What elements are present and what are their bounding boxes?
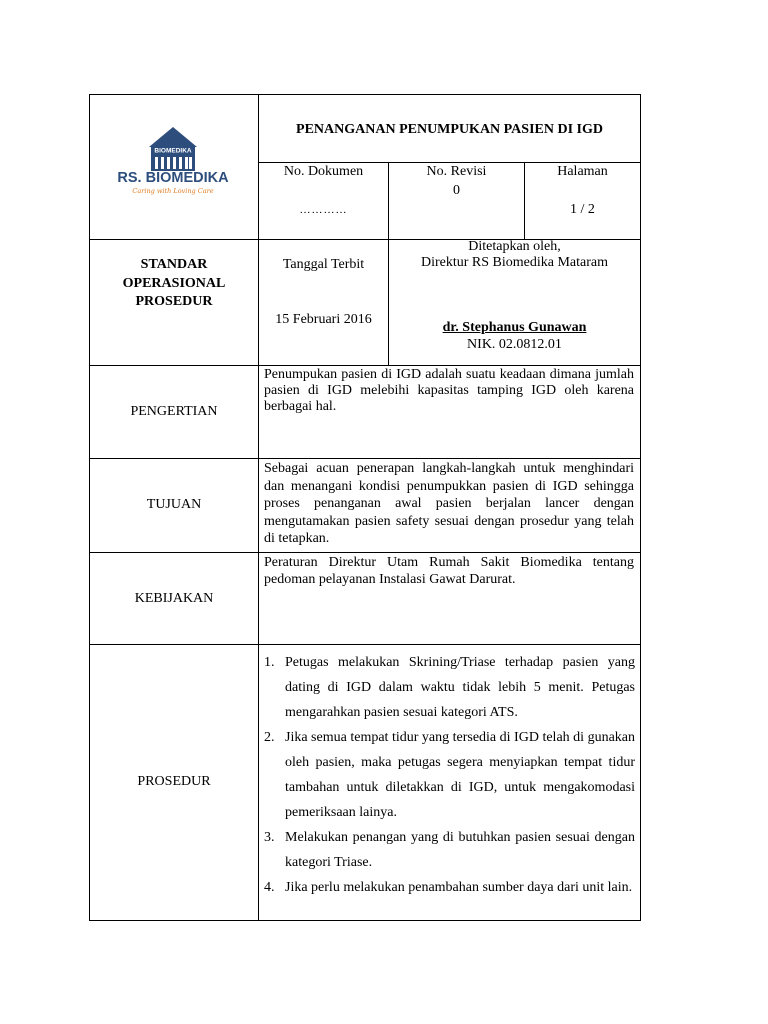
prosedur-item <box>259 650 635 725</box>
prosedur-item-number: 2. <box>264 730 275 745</box>
prosedur-item-number: 3. <box>264 830 275 845</box>
prosedur-item-number: 4. <box>264 880 275 895</box>
logo-sign-text: BIOMEDIKA <box>154 147 192 155</box>
prosedur-item <box>259 875 635 900</box>
prosedur-list <box>259 650 635 900</box>
prosedur-item-text: Jika perlu melakukan penambahan sumber daya dari unit lain. <box>285 880 633 895</box>
hospital-logo <box>117 127 229 201</box>
logo-name: RS. BIOMEDIKA <box>117 170 229 186</box>
halaman-label: Halaman <box>557 164 608 179</box>
sop-label-line3: PROSEDUR <box>135 294 213 309</box>
prosedur-item-text: Melakukan penangan yang di butuhkan pasien sesuai dengan kategori Triase. <box>285 830 635 870</box>
prosedur-item-text: Jika semua tempat tidur yang tersedia di IGD telah di gunakan oleh pasien, maka petugas segera menyiapkan tempat tidur tambahan untuk diletakkan di IGD, untuk mengakomodasi pemeriksaan lainya. <box>285 730 635 820</box>
tujuan-text: Sebagai acuan penerapan langkah-langkah untuk menghindari dan menangani kondisi penumpukkan pasien di IGD sehingga proses penanganan awal pasien berjalan lancer dengan mengutamakan pasien safety sesuai dengan prosedur yang telah di tetapkan. <box>264 461 634 546</box>
signer-name: dr. Stephanus Gunawan <box>442 320 587 335</box>
sop-document <box>89 94 641 921</box>
signer-nik: NIK. 02.0812.01 <box>467 337 562 352</box>
no-dokumen-label: No. Dokumen <box>283 164 364 179</box>
prosedur-label: PROSEDUR <box>137 774 211 789</box>
pengertian-text: Penumpukan pasien di IGD adalah suatu keadaan dimana jumlah pasien di IGD melebihi kapasitas tamping IGD oleh karena berbagai hal. <box>264 367 634 414</box>
pengertian-label: PENGERTIAN <box>130 404 218 419</box>
prosedur-item <box>259 725 635 825</box>
sop-label-line2: OPERASIONAL <box>122 276 226 291</box>
direktur-title: Direktur RS Biomedika Mataram <box>420 255 609 270</box>
tanggal-terbit-label: Tanggal Terbit <box>282 257 365 272</box>
tanggal-terbit-value: 15 Februari 2016 <box>275 312 372 327</box>
sop-label-line1: STANDAR <box>140 257 208 272</box>
prosedur-item-number: 1. <box>264 655 275 670</box>
document-title: PENANGANAN PENUMPUKAN PASIEN DI IGD <box>296 122 603 137</box>
no-revisi-label: No. Revisi <box>426 164 487 179</box>
no-revisi-value: 0 <box>453 183 460 198</box>
prosedur-item <box>259 825 635 875</box>
no-dokumen-value: ………… <box>299 204 348 216</box>
tujuan-label: TUJUAN <box>146 497 202 512</box>
kebijakan-text: Peraturan Direktur Utam Rumah Sakit Biomedika tentang pedoman pelayanan Instalasi Gawat Darurat. <box>264 555 634 587</box>
logo-tagline: Caring with Loving Care <box>132 187 214 195</box>
ditetapkan-oleh: Ditetapkan oleh, <box>468 239 561 254</box>
prosedur-item-text: Petugas melakukan Skrining/Triase terhadap pasien yang dating di IGD dalam waktu tidak lebih 5 menit. Petugas mengarahkan pasien sesuai kategori ATS. <box>285 655 635 720</box>
kebijakan-label: KEBIJAKAN <box>134 591 214 606</box>
halaman-value: 1 / 2 <box>570 202 595 217</box>
